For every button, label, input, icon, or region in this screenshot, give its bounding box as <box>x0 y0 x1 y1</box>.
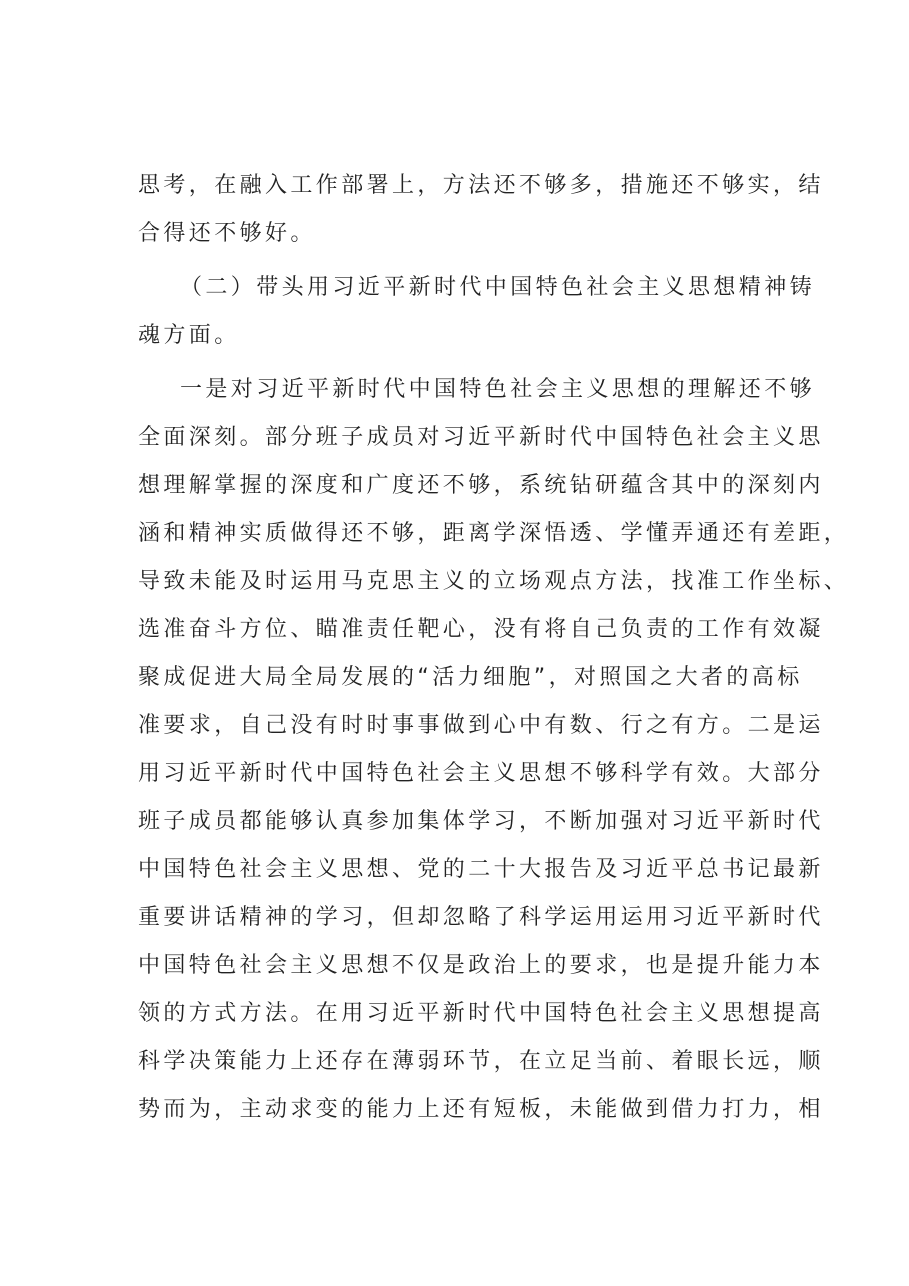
body-line: 全面深刻。部分班子成员对习近平新时代中国特色社会主义思 <box>138 425 824 450</box>
body-line: 思考，在融入工作部署上，方法还不够多，措施还不够实，结 <box>138 173 824 198</box>
body-line: 聚成促进大局全局发展的“活力细胞”，对照国之大者的高标 <box>138 665 803 690</box>
body-line: 涵和精神实质做得还不够，距离学深悟透、学懂弄通还有差距， <box>138 521 850 546</box>
body-line: 中国特色社会主义思想、党的二十大报告及习近平总书记最新 <box>138 857 824 882</box>
body-line: 选准奋斗方位、瞄准责任靶心，没有将自己负责的工作有效凝 <box>138 617 824 642</box>
body-line: 准要求，自己没有时时事事做到心中有数、行之有方。二是运 <box>138 713 824 738</box>
body-line: 科学决策能力上还存在薄弱环节，在立足当前、着眼长远，顺 <box>138 1049 824 1074</box>
body-line: 合得还不够好。 <box>138 221 316 246</box>
document-body <box>138 162 850 1134</box>
body-line: 领的方式方法。在用习近平新时代中国特色社会主义思想提高 <box>138 1001 824 1026</box>
body-line: 一是对习近平新时代中国特色社会主义思想的理解还不够 <box>180 377 816 402</box>
body-line: 班子成员都能够认真参加集体学习，不断加强对习近平新时代 <box>138 809 824 834</box>
body-line: 导致未能及时运用马克思主义的立场观点方法，找准工作坐标、 <box>138 569 850 594</box>
body-line: 重要讲话精神的学习，但却忽略了科学运用运用习近平新时代 <box>138 905 824 930</box>
body-line: 想理解掌握的深度和广度还不够，系统钻研蕴含其中的深刻内 <box>138 473 824 498</box>
section-heading-line: 魂方面。 <box>138 323 240 348</box>
body-line: 势而为，主动求变的能力上还有短板，未能做到借力打力，相 <box>138 1097 824 1122</box>
body-line: 用习近平新时代中国特色社会主义思想不够科学有效。大部分 <box>138 761 824 786</box>
body-line: 中国特色社会主义思想不仅是政治上的要求，也是提升能力本 <box>138 953 824 978</box>
section-heading-line: （二）带头用习近平新时代中国特色社会主义思想精神铸 <box>180 275 816 300</box>
